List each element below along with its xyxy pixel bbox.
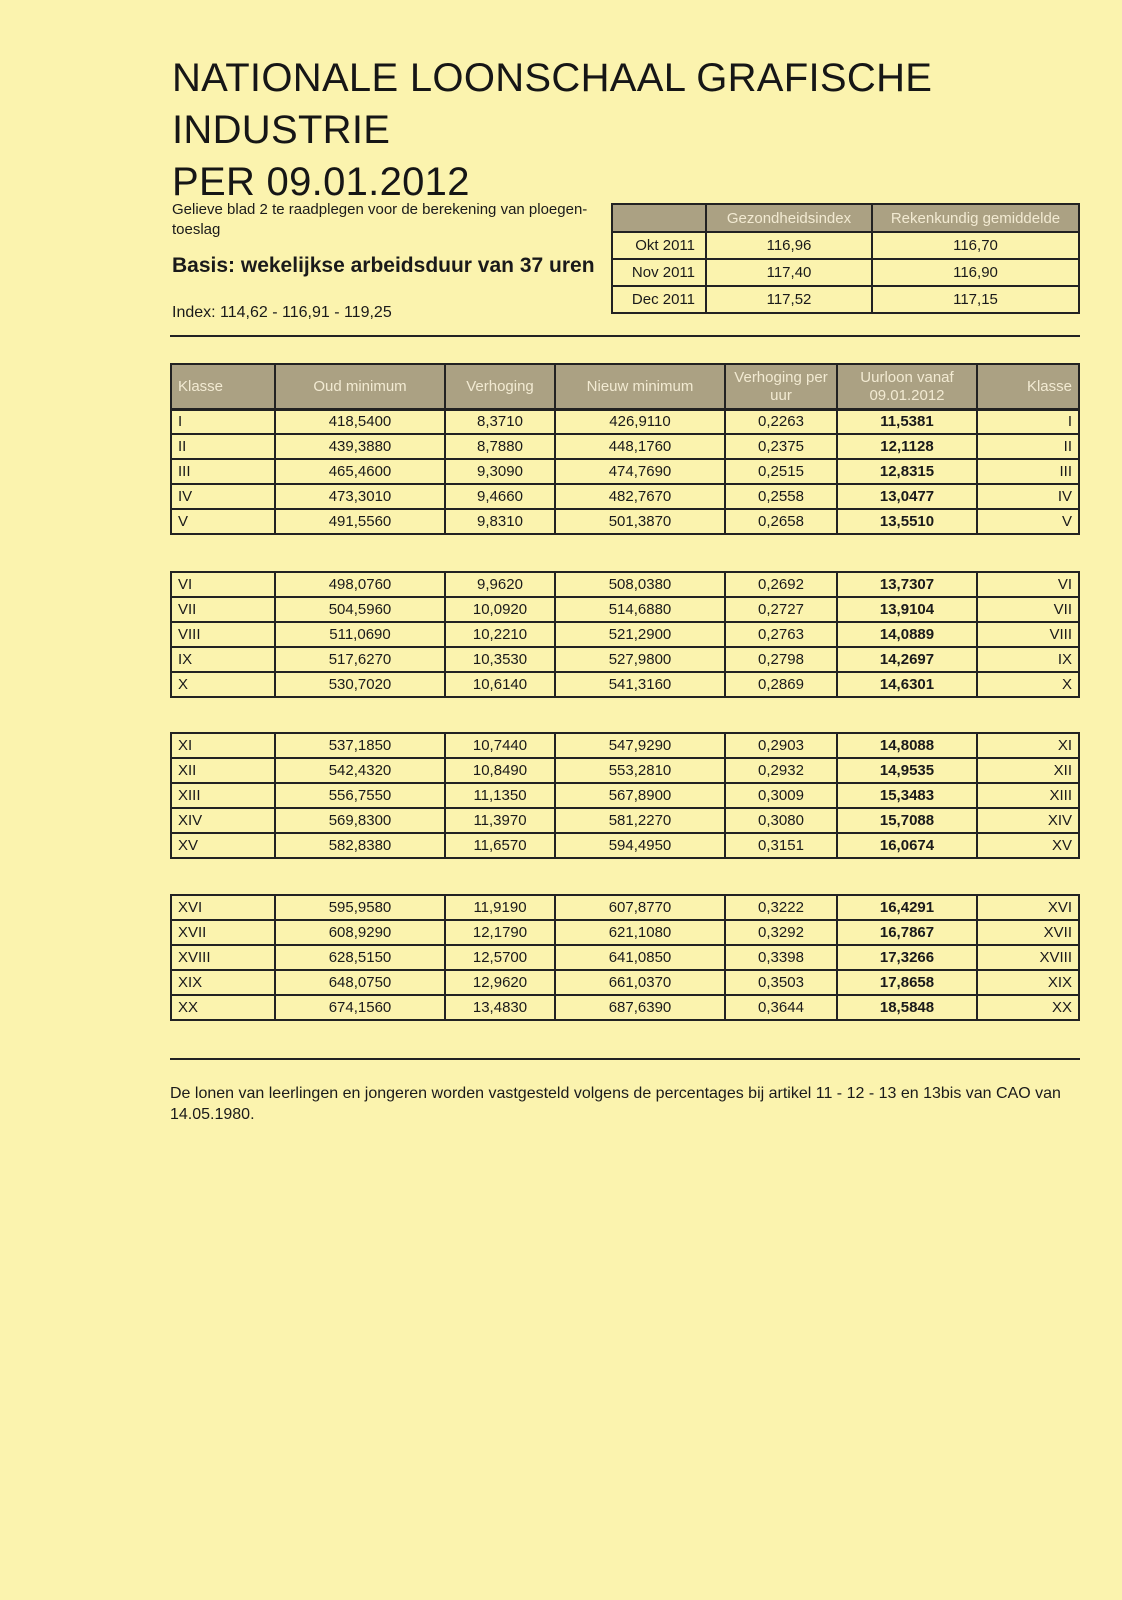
wage-row bbox=[171, 509, 1079, 534]
wage-cell: 16,7867 bbox=[837, 920, 977, 945]
wage-cell: 12,1790 bbox=[445, 920, 555, 945]
wage-row bbox=[171, 647, 1079, 672]
wage-header-cell: Nieuw minimum bbox=[555, 364, 725, 410]
wage-row bbox=[171, 808, 1079, 833]
wage-cell: 537,1850 bbox=[275, 733, 445, 758]
wage-cell: 514,6880 bbox=[555, 597, 725, 622]
intro-basis: Basis: wekelijkse arbeidsduur van 37 uren bbox=[172, 254, 595, 277]
wage-cell: X bbox=[977, 672, 1079, 697]
wage-cell: XVII bbox=[171, 920, 275, 945]
index-cell: Dec 2011 bbox=[612, 286, 706, 313]
wage-cell: 12,5700 bbox=[445, 945, 555, 970]
wage-row bbox=[171, 597, 1079, 622]
wage-cell: 521,2900 bbox=[555, 622, 725, 647]
wage-cell: II bbox=[171, 434, 275, 459]
wage-row bbox=[171, 459, 1079, 484]
wage-row bbox=[171, 920, 1079, 945]
wage-cell: 0,3009 bbox=[725, 783, 837, 808]
wage-cell: 11,1350 bbox=[445, 783, 555, 808]
wage-cell: VI bbox=[171, 572, 275, 597]
wage-cell: 9,3090 bbox=[445, 459, 555, 484]
wage-cell: 465,4600 bbox=[275, 459, 445, 484]
wage-cell: 567,8900 bbox=[555, 783, 725, 808]
wage-cell: VIII bbox=[171, 622, 275, 647]
wage-cell: 491,5560 bbox=[275, 509, 445, 534]
wage-cell: 13,4830 bbox=[445, 995, 555, 1020]
intro-note: Gelieve blad 2 te raadplegen voor de berekening van ploegen-toeslag bbox=[172, 201, 588, 238]
wage-table-header bbox=[170, 363, 1080, 411]
wage-cell: 541,3160 bbox=[555, 672, 725, 697]
wage-row bbox=[171, 895, 1079, 920]
wage-cell: 14,9535 bbox=[837, 758, 977, 783]
wage-cell: XI bbox=[171, 733, 275, 758]
wage-cell: 13,5510 bbox=[837, 509, 977, 534]
wage-cell: IV bbox=[171, 484, 275, 509]
wage-cell: 641,0850 bbox=[555, 945, 725, 970]
wage-cell: 9,4660 bbox=[445, 484, 555, 509]
wage-cell: 13,0477 bbox=[837, 484, 977, 509]
wage-cell: IX bbox=[171, 647, 275, 672]
wage-cell: XIX bbox=[171, 970, 275, 995]
wage-row bbox=[171, 622, 1079, 647]
wage-cell: VII bbox=[171, 597, 275, 622]
wage-row bbox=[171, 783, 1079, 808]
index-header-cell: Gezondheidsindex bbox=[706, 204, 872, 232]
wage-cell: 569,8300 bbox=[275, 808, 445, 833]
wage-cell: I bbox=[977, 409, 1079, 434]
wage-cell: 10,7440 bbox=[445, 733, 555, 758]
wage-row bbox=[171, 733, 1079, 758]
wage-cell: 527,9800 bbox=[555, 647, 725, 672]
wage-cell: XVII bbox=[977, 920, 1079, 945]
wage-cell: 9,8310 bbox=[445, 509, 555, 534]
wage-cell: IV bbox=[977, 484, 1079, 509]
wage-cell: 14,6301 bbox=[837, 672, 977, 697]
index-cell: Nov 2011 bbox=[612, 259, 706, 286]
wage-cell: 14,0889 bbox=[837, 622, 977, 647]
wage-cell: X bbox=[171, 672, 275, 697]
index-cell: 116,90 bbox=[872, 259, 1079, 286]
title-line-1: NATIONALE LOONSCHAAL GRAFISCHE INDUSTRIE bbox=[172, 56, 933, 152]
wage-cell: 547,9290 bbox=[555, 733, 725, 758]
wage-cell: V bbox=[977, 509, 1079, 534]
wage-row bbox=[171, 484, 1079, 509]
index-header-cell: Rekenkundig gemiddelde bbox=[872, 204, 1079, 232]
wage-cell: 14,8088 bbox=[837, 733, 977, 758]
wage-cell: 0,3080 bbox=[725, 808, 837, 833]
wage-cell: 11,9190 bbox=[445, 895, 555, 920]
wage-cell: 542,4320 bbox=[275, 758, 445, 783]
wage-cell: 17,8658 bbox=[837, 970, 977, 995]
wage-cell: 0,2658 bbox=[725, 509, 837, 534]
wage-header-cell: Verhoging per uur bbox=[725, 364, 837, 410]
index-cell: 116,70 bbox=[872, 232, 1079, 259]
wage-cell: 0,3398 bbox=[725, 945, 837, 970]
wage-cell: II bbox=[977, 434, 1079, 459]
wage-row bbox=[171, 572, 1079, 597]
index-row bbox=[612, 259, 1079, 286]
wage-cell: XIII bbox=[171, 783, 275, 808]
wage-cell: 10,3530 bbox=[445, 647, 555, 672]
wage-cell: 448,1760 bbox=[555, 434, 725, 459]
wage-cell: 0,2903 bbox=[725, 733, 837, 758]
top-divider bbox=[170, 335, 1080, 337]
wage-row bbox=[171, 758, 1079, 783]
wage-cell: 501,3870 bbox=[555, 509, 725, 534]
wage-cell: 648,0750 bbox=[275, 970, 445, 995]
wage-cell: VIII bbox=[977, 622, 1079, 647]
wage-cell: 504,5960 bbox=[275, 597, 445, 622]
wage-cell: 0,2932 bbox=[725, 758, 837, 783]
wage-cell: VII bbox=[977, 597, 1079, 622]
wage-cell: 15,7088 bbox=[837, 808, 977, 833]
wage-cell: 0,2692 bbox=[725, 572, 837, 597]
wage-cell: 0,3644 bbox=[725, 995, 837, 1020]
wage-cell: 607,8770 bbox=[555, 895, 725, 920]
wage-cell: 12,9620 bbox=[445, 970, 555, 995]
wage-cell: XII bbox=[977, 758, 1079, 783]
wage-cell: 439,3880 bbox=[275, 434, 445, 459]
wage-cell: 11,5381 bbox=[837, 409, 977, 434]
wage-cell: 12,8315 bbox=[837, 459, 977, 484]
wage-cell: 13,9104 bbox=[837, 597, 977, 622]
wage-cell: 11,3970 bbox=[445, 808, 555, 833]
wage-cell: 8,7880 bbox=[445, 434, 555, 459]
page-title bbox=[172, 52, 1122, 208]
wage-cell: 0,2558 bbox=[725, 484, 837, 509]
wage-cell: 517,6270 bbox=[275, 647, 445, 672]
wage-cell: 687,6390 bbox=[555, 995, 725, 1020]
index-cell: 116,96 bbox=[706, 232, 872, 259]
wage-cell: 498,0760 bbox=[275, 572, 445, 597]
wage-cell: 0,3151 bbox=[725, 833, 837, 858]
wage-cell: XV bbox=[977, 833, 1079, 858]
wage-cell: 474,7690 bbox=[555, 459, 725, 484]
wage-cell: 14,2697 bbox=[837, 647, 977, 672]
wage-cell: XIV bbox=[171, 808, 275, 833]
wage-cell: XVI bbox=[171, 895, 275, 920]
wage-cell: XIII bbox=[977, 783, 1079, 808]
wage-cell: 473,3010 bbox=[275, 484, 445, 509]
wage-header-cell: Klasse bbox=[171, 364, 275, 410]
wage-cell: 553,2810 bbox=[555, 758, 725, 783]
index-cell: 117,52 bbox=[706, 286, 872, 313]
wage-row bbox=[171, 945, 1079, 970]
wage-cell: 418,5400 bbox=[275, 409, 445, 434]
index-cell: 117,40 bbox=[706, 259, 872, 286]
index-cell: 117,15 bbox=[872, 286, 1079, 313]
wage-header-row bbox=[171, 364, 1079, 410]
wage-cell: III bbox=[171, 459, 275, 484]
wage-cell: 628,5150 bbox=[275, 945, 445, 970]
wage-header-cell: Verhoging bbox=[445, 364, 555, 410]
wage-cell: XIV bbox=[977, 808, 1079, 833]
wage-row bbox=[171, 970, 1079, 995]
wage-header-cell: Oud minimum bbox=[275, 364, 445, 410]
wage-cell: 0,3292 bbox=[725, 920, 837, 945]
wage-group-table bbox=[170, 732, 1080, 859]
wage-cell: 12,1128 bbox=[837, 434, 977, 459]
title-line-2: PER 09.01.2012 bbox=[172, 160, 470, 204]
index-table-header-row bbox=[612, 204, 1079, 232]
wage-cell: 0,3222 bbox=[725, 895, 837, 920]
wage-cell: 581,2270 bbox=[555, 808, 725, 833]
wage-cell: 0,2515 bbox=[725, 459, 837, 484]
wage-cell: XVI bbox=[977, 895, 1079, 920]
wage-cell: 530,7020 bbox=[275, 672, 445, 697]
footer-note: De lonen van leerlingen en jongeren worden vastgesteld volgens de percentages bij artikel 11 - 12 - 13 en 13bis van CAO van 14.05.1980. bbox=[170, 1085, 1061, 1123]
index-cell: Okt 2011 bbox=[612, 232, 706, 259]
wage-cell: 482,7670 bbox=[555, 484, 725, 509]
wage-cell: 426,9110 bbox=[555, 409, 725, 434]
wage-cell: XIX bbox=[977, 970, 1079, 995]
intro-block bbox=[172, 200, 612, 322]
wage-cell: XX bbox=[171, 995, 275, 1020]
wage-cell: IX bbox=[977, 647, 1079, 672]
wage-cell: 10,6140 bbox=[445, 672, 555, 697]
wage-group-table bbox=[170, 894, 1080, 1021]
wage-cell: 0,2263 bbox=[725, 409, 837, 434]
wage-cell: 18,5848 bbox=[837, 995, 977, 1020]
wage-cell: 8,3710 bbox=[445, 409, 555, 434]
wage-cell: 0,2798 bbox=[725, 647, 837, 672]
wage-cell: 674,1560 bbox=[275, 995, 445, 1020]
wage-cell: 582,8380 bbox=[275, 833, 445, 858]
wage-cell: 10,2210 bbox=[445, 622, 555, 647]
wage-cell: 0,3503 bbox=[725, 970, 837, 995]
wage-row bbox=[171, 833, 1079, 858]
wage-cell: 10,8490 bbox=[445, 758, 555, 783]
wage-cell: I bbox=[171, 409, 275, 434]
wage-row bbox=[171, 434, 1079, 459]
index-table bbox=[611, 203, 1080, 314]
wage-cell: 10,0920 bbox=[445, 597, 555, 622]
wage-cell: 13,7307 bbox=[837, 572, 977, 597]
wage-cell: XI bbox=[977, 733, 1079, 758]
bottom-divider bbox=[170, 1058, 1080, 1060]
index-row bbox=[612, 232, 1079, 259]
index-header-cell bbox=[612, 204, 706, 232]
wage-row bbox=[171, 409, 1079, 434]
wage-group-table bbox=[170, 571, 1080, 698]
wage-cell: XII bbox=[171, 758, 275, 783]
wage-cell: 9,9620 bbox=[445, 572, 555, 597]
wage-cell: 0,2869 bbox=[725, 672, 837, 697]
wage-cell: 594,4950 bbox=[555, 833, 725, 858]
wage-cell: VI bbox=[977, 572, 1079, 597]
index-row bbox=[612, 286, 1079, 313]
intro-index: Index: 114,62 - 116,91 - 119,25 bbox=[172, 304, 392, 321]
wage-cell: 16,0674 bbox=[837, 833, 977, 858]
wage-cell: 0,2375 bbox=[725, 434, 837, 459]
wage-cell: XX bbox=[977, 995, 1079, 1020]
wage-row bbox=[171, 672, 1079, 697]
wage-cell: III bbox=[977, 459, 1079, 484]
wage-header-cell: Uurloon vanaf 09.01.2012 bbox=[837, 364, 977, 410]
wage-cell: 556,7550 bbox=[275, 783, 445, 808]
wage-cell: V bbox=[171, 509, 275, 534]
wage-cell: XVIII bbox=[171, 945, 275, 970]
wage-row bbox=[171, 995, 1079, 1020]
wage-cell: 608,9290 bbox=[275, 920, 445, 945]
wage-cell: 508,0380 bbox=[555, 572, 725, 597]
wage-cell: 0,2727 bbox=[725, 597, 837, 622]
wage-cell: 661,0370 bbox=[555, 970, 725, 995]
wage-cell: 511,0690 bbox=[275, 622, 445, 647]
wage-cell: 621,1080 bbox=[555, 920, 725, 945]
wage-cell: XVIII bbox=[977, 945, 1079, 970]
wage-cell: 11,6570 bbox=[445, 833, 555, 858]
wage-cell: 0,2763 bbox=[725, 622, 837, 647]
wage-header-cell: Klasse bbox=[977, 364, 1079, 410]
wage-cell: 16,4291 bbox=[837, 895, 977, 920]
wage-group-table bbox=[170, 408, 1080, 535]
wage-cell: 595,9580 bbox=[275, 895, 445, 920]
wage-cell: 17,3266 bbox=[837, 945, 977, 970]
wage-cell: XV bbox=[171, 833, 275, 858]
wage-cell: 15,3483 bbox=[837, 783, 977, 808]
